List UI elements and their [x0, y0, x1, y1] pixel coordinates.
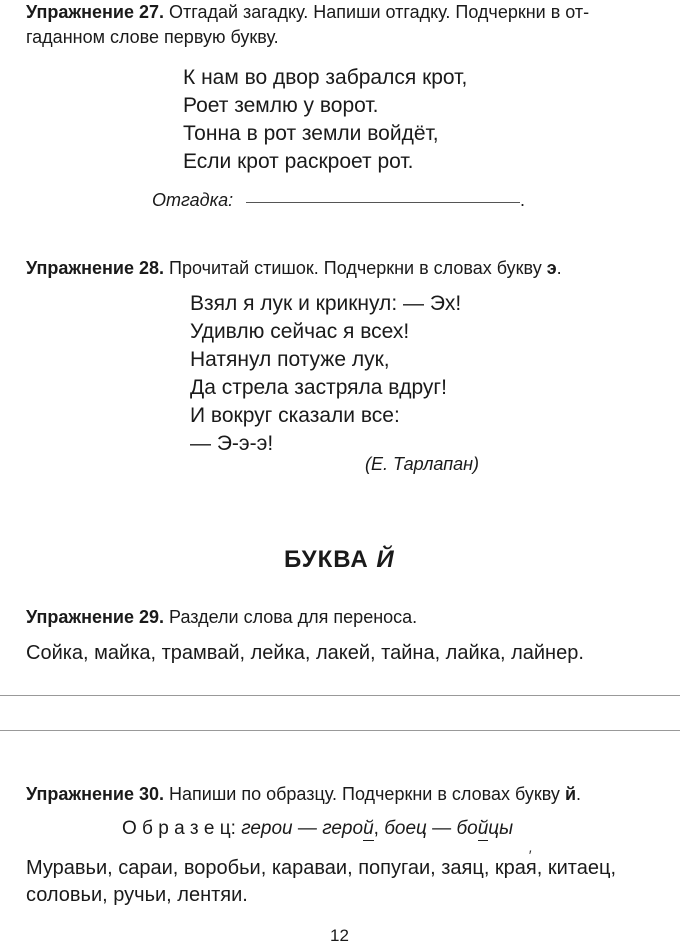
underlined-letter: й	[477, 818, 489, 839]
sample-line	[122, 818, 513, 840]
ex29-words: Сойка, майка, трамвай, лейка, лакей, тайна, лайка, лайнер.	[26, 642, 584, 664]
ex27-poem	[183, 64, 467, 176]
poem-line: — Э-э-э!	[190, 432, 274, 455]
ex28-dot: .	[556, 258, 562, 278]
ex27-text-line1: Отгадай загадку. Напиши отгадку. Подчеркни в от-	[169, 2, 590, 22]
poem-author: (Е. Тарлапан)	[365, 454, 480, 474]
section-letter: Й	[376, 546, 395, 573]
poem-line: К нам во двор забрался крот,	[183, 66, 468, 89]
ex29-title: Упражнение 29.	[26, 607, 165, 627]
poem-line: Да стрела застряла вдруг!	[190, 376, 447, 399]
sample-comma: ,	[373, 818, 379, 839]
ex27-title: Упражнение 27.	[26, 2, 165, 22]
poem-line: Удивлю сейчас я всех!	[190, 320, 410, 343]
poem-line: Если крот раскроет рот.	[183, 150, 414, 173]
poem-line: Роет землю у ворот.	[183, 94, 379, 117]
poem-line: Взял я лук и крикнул: — Эх!	[190, 292, 462, 315]
ex28-text: Прочитай стишок. Подчеркни в словах букву	[169, 258, 542, 278]
poem-line: И вокруг сказали все:	[190, 404, 400, 427]
answer-line[interactable]	[246, 202, 520, 203]
answer-label: Отгадка:	[152, 190, 234, 210]
sample-dash: —	[297, 818, 317, 839]
ex29-text: Раздели слова для переноса.	[169, 607, 418, 627]
section-title	[284, 546, 395, 574]
sample-word: бойцы	[456, 818, 514, 839]
ex28-letter: э	[546, 258, 557, 278]
ex30-instructions	[26, 784, 581, 805]
ex27-text-line2: гаданном слове первую букву.	[26, 27, 279, 47]
writing-line[interactable]	[0, 730, 680, 731]
ex29-instructions	[26, 607, 417, 628]
ex30-letter: й	[564, 784, 577, 804]
ex28-title: Упражнение 28.	[26, 258, 165, 278]
sample-dash: —	[432, 818, 452, 839]
underlined-letter: й	[363, 818, 374, 839]
sample-word: герои	[241, 818, 293, 839]
accented-letter: ′ я	[526, 857, 537, 879]
ex28-poem	[190, 290, 461, 458]
ex30-dot: .	[576, 784, 582, 804]
ex27-instructions	[26, 2, 589, 23]
ex30-title: Упражнение 30.	[26, 784, 165, 804]
words-text: Муравьи, сараи, воробьи, караваи, попугаи, заяц, кра	[26, 857, 526, 879]
sample-word: герой	[322, 818, 374, 839]
ex28-instructions	[26, 258, 562, 279]
ex30-words-line1	[26, 857, 616, 880]
answer-end-dot: .	[520, 190, 526, 210]
poem-line: Тонна в рот земли войдёт,	[183, 122, 439, 145]
poem-line: Натянул потуже лук,	[190, 348, 390, 371]
ex30-text: Напиши по образцу. Подчеркни в словах букву	[169, 784, 560, 804]
words-text: , китаец,	[536, 857, 616, 879]
sample-word: боец	[384, 818, 427, 839]
section-label: БУКВА	[284, 546, 369, 573]
ex30-words-line2: соловьи, ручьи, лентяи.	[26, 884, 248, 906]
page-number: 12	[330, 926, 349, 945]
sample-label: О б р а з е ц:	[122, 818, 236, 839]
writing-line[interactable]	[0, 695, 680, 696]
